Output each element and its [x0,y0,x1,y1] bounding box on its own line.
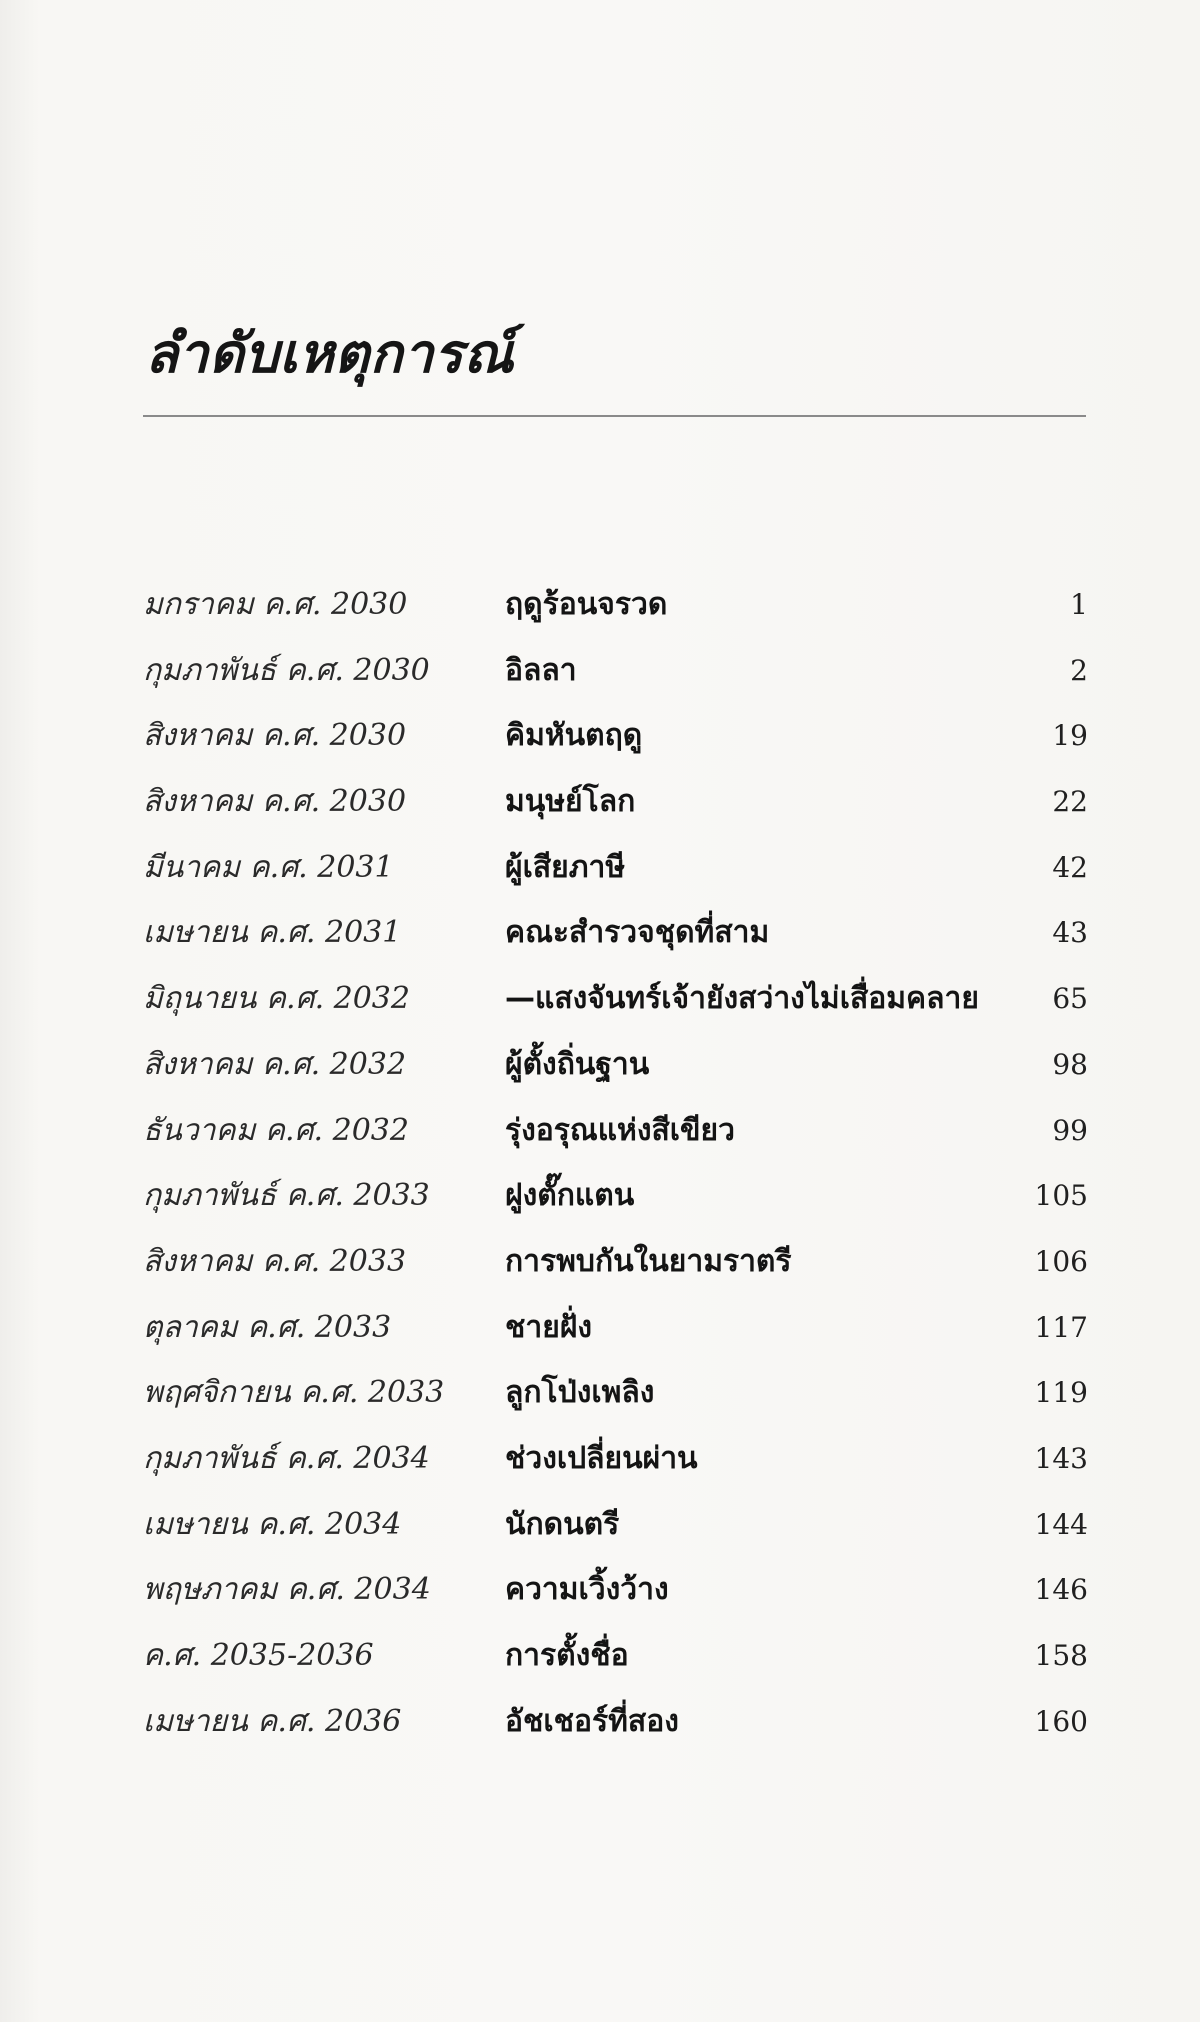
page-title: ลำดับเหตุการณ์ [145,322,514,385]
toc-entry-date: มิถุนายน ค.ศ. 2032 [143,981,410,1017]
toc-entry-date: สิงหาคม ค.ศ. 2030 [143,784,407,820]
toc-entry-date: เมษายน ค.ศ. 2036 [143,1703,402,1739]
toc-entry-chapter-title: นักดนตรี [505,1506,620,1542]
toc-entry-chapter-title: รุ่งอรุณแห่งสีเขียว [505,1112,735,1148]
toc-entry [143,1498,1088,1564]
toc-entry [143,1301,1088,1367]
toc-entry [143,1563,1088,1629]
toc-entry-date: สิงหาคม ค.ศ. 2032 [143,1046,407,1082]
toc-entry-page-number: 105 [1034,1179,1088,1213]
toc-entry [143,841,1088,907]
toc-entry-chapter-title: —แสงจันทร์เจ้ายังสว่างไม่เสื่อมคลาย [505,981,979,1017]
table-of-contents [143,578,1088,1760]
toc-entry-chapter-title: ชายฝั่ง [505,1309,593,1345]
toc-entry-page-number: 19 [1052,719,1088,753]
toc-entry-page-number: 2 [1070,653,1088,687]
toc-entry-chapter-title: การพบกันในยามราตรี [505,1243,792,1279]
toc-entry-page-number: 160 [1034,1704,1088,1738]
toc-entry [143,1432,1088,1498]
toc-entry-date: เมษายน ค.ศ. 2034 [143,1506,402,1542]
toc-entry-chapter-title: ความเวิ้งว้าง [505,1572,669,1608]
toc-entry-page-number: 143 [1034,1441,1088,1475]
toc-entry [143,709,1088,775]
toc-entry-date: ตุลาคม ค.ศ. 2033 [143,1309,392,1345]
toc-entry-page-number: 117 [1034,1310,1088,1344]
toc-entry-date: กุมภาพันธ์ ค.ศ. 2030 [143,652,430,688]
toc-entry-date: มีนาคม ค.ศ. 2031 [143,849,394,885]
toc-entry-date: สิงหาคม ค.ศ. 2033 [143,1243,407,1279]
toc-entry-page-number: 144 [1034,1507,1088,1541]
toc-entry-date: กุมภาพันธ์ ค.ศ. 2033 [143,1178,430,1214]
toc-entry [143,1629,1088,1695]
toc-entry-date: ธันวาคม ค.ศ. 2032 [143,1112,409,1148]
toc-entry-chapter-title: ฤดูร้อนจรวด [505,587,668,622]
toc-entry-chapter-title: อิลลา [505,652,577,688]
toc-entry [143,1366,1088,1432]
toc-entry-page-number: 22 [1052,785,1088,819]
toc-entry [143,775,1088,841]
toc-entry-chapter-title: คิมหันตฤดู [505,718,643,754]
toc-entry-page-number: 106 [1034,1244,1088,1278]
toc-entry-chapter-title: ฝูงตั๊กแตน [505,1178,635,1214]
toc-entry-date: ค.ศ. 2035-2036 [143,1638,374,1673]
toc-entry-chapter-title: ช่วงเปลี่ยนผ่าน [505,1440,698,1476]
toc-entry-page-number: 1 [1070,588,1088,621]
toc-entry-date: พฤศจิกายน ค.ศ. 2033 [143,1375,445,1411]
toc-entry-date: สิงหาคม ค.ศ. 2030 [143,718,407,754]
toc-entry [143,1169,1088,1235]
toc-entry-chapter-title: คณะสำรวจชุดที่สาม [505,915,770,951]
toc-entry-chapter-title: อัชเชอร์ที่สอง [505,1703,679,1739]
toc-entry-chapter-title: การตั้งชื่อ [505,1638,629,1673]
toc-entry-date: เมษายน ค.ศ. 2031 [143,915,402,951]
toc-entry [143,578,1088,644]
toc-entry-chapter-title: ผู้เสียภาษี [505,849,626,885]
toc-entry-chapter-title: ลูกโป่งเพลิง [505,1375,655,1411]
toc-entry-page-number: 158 [1034,1639,1088,1672]
toc-entry-page-number: 146 [1034,1573,1088,1607]
toc-entry-date: มกราคม ค.ศ. 2030 [143,587,408,622]
toc-entry [143,644,1088,710]
toc-entry [143,972,1088,1038]
toc-entry-chapter-title: ผู้ตั้งถิ่นฐาน [505,1046,650,1082]
toc-entry-page-number: 98 [1052,1047,1088,1081]
toc-entry-date: กุมภาพันธ์ ค.ศ. 2034 [143,1440,430,1476]
toc-entry [143,906,1088,972]
toc-entry [143,1235,1088,1301]
toc-entry-date: พฤษภาคม ค.ศ. 2034 [143,1572,431,1608]
toc-entry-page-number: 65 [1052,982,1088,1016]
toc-entry [143,1695,1088,1761]
toc-entry-page-number: 119 [1034,1376,1088,1410]
toc-entry [143,1104,1088,1170]
toc-entry [143,1038,1088,1104]
toc-entry-page-number: 43 [1052,916,1088,950]
title-divider [143,415,1086,417]
toc-entry-chapter-title: มนุษย์โลก [505,784,636,820]
toc-entry-page-number: 99 [1052,1113,1088,1147]
toc-entry-page-number: 42 [1052,850,1088,884]
